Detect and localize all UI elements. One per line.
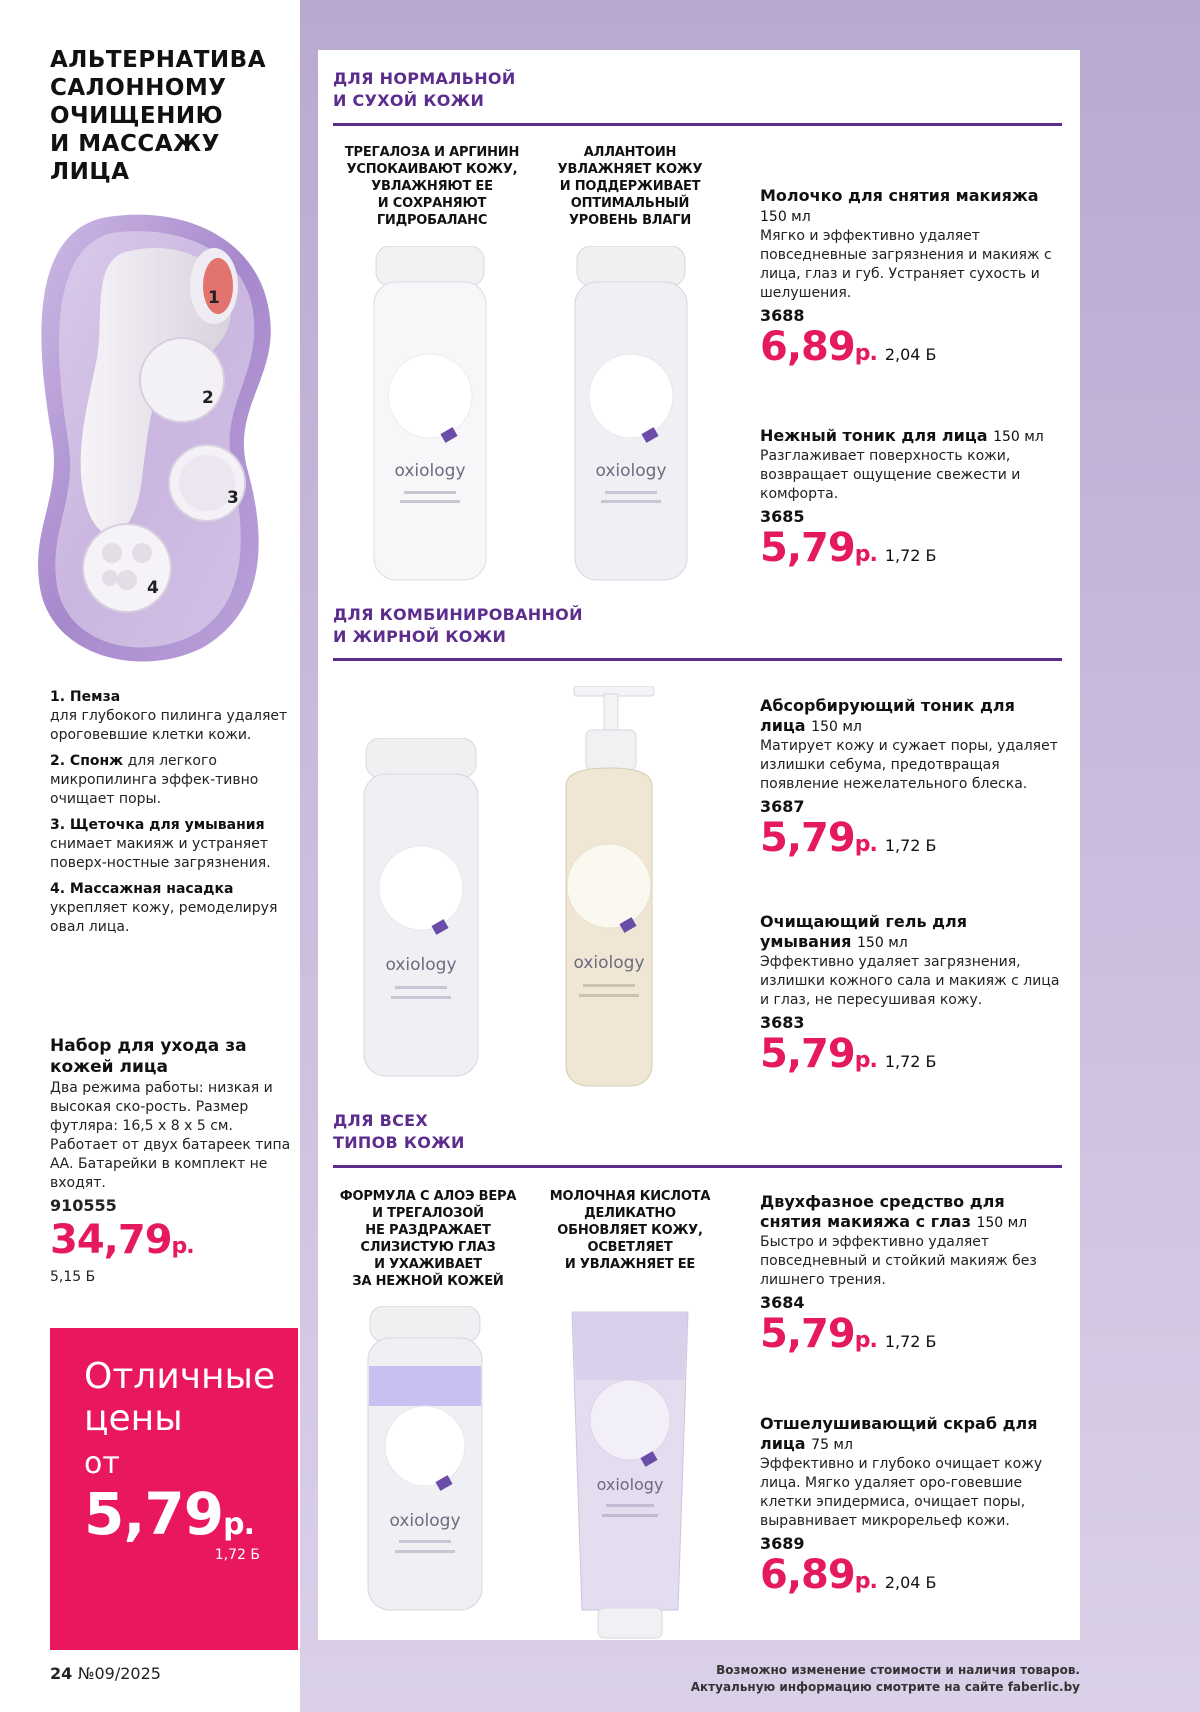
currency: р.	[223, 1507, 254, 1542]
brand-label: oxiology	[389, 1511, 461, 1531]
product-price	[760, 526, 1060, 578]
footer-disclaimer	[640, 1662, 1080, 1696]
product-name: Нежный тоник для лица	[760, 426, 988, 445]
product-name: Отшелушивающий скраб для лица	[760, 1414, 1038, 1453]
product-volume: 75 мл	[811, 1437, 853, 1453]
feature-title: 1. Пемза	[50, 689, 121, 705]
feature-item	[50, 688, 295, 745]
product-points: 2,04 Б	[884, 345, 937, 364]
title-line: ОЧИЩЕНИЮ	[50, 103, 224, 129]
feature-title: 4. Массажная насадка	[50, 881, 234, 897]
note-line: ТРЕГАЛОЗА И АРГИНИН	[344, 145, 520, 160]
device-set-offer	[50, 1036, 300, 1287]
product-name: Молочко для снятия макияжа	[760, 186, 1039, 205]
feature-item	[50, 880, 295, 937]
brand-label: oxiology	[573, 953, 645, 973]
section-divider	[333, 1165, 1062, 1168]
currency: р.	[171, 1234, 194, 1259]
page-number-value: 24	[50, 1664, 73, 1683]
note-line: И УВЛАЖНЯЕТ ЕЕ	[564, 1257, 696, 1272]
note-line: И СОХРАНЯЮТ	[377, 196, 487, 211]
product-price	[760, 325, 1060, 377]
promo-from: от	[84, 1446, 120, 1481]
section-heading-line: И СУХОЙ КОЖИ	[333, 91, 485, 110]
product-name: Абсорбирующий тоник для лица	[760, 696, 1015, 735]
product-points: 2,04 Б	[884, 1573, 937, 1592]
set-points: 5,15 Б	[50, 1269, 96, 1285]
feature-item	[50, 816, 295, 873]
note-line: ОСВЕТЛЯЕТ	[587, 1240, 673, 1255]
section-heading-line: ДЛЯ НОРМАЛЬНОЙ	[333, 69, 516, 88]
price-value: 5,79	[84, 1480, 224, 1548]
device-features	[50, 688, 295, 944]
device-number: 4	[147, 578, 159, 598]
currency: р.	[854, 1328, 877, 1353]
section-heading-all-types	[333, 1110, 465, 1154]
section-divider	[333, 658, 1062, 661]
title-line: И МАССАЖУ ЛИЦА	[50, 131, 220, 185]
promo-points: 1,72 Б	[214, 1547, 260, 1563]
cleansing-device-image	[32, 208, 292, 668]
product-price	[760, 1032, 1060, 1084]
ingredient-note	[332, 144, 532, 229]
issue-number: №09/2025	[77, 1664, 161, 1683]
note-line: ЗА НЕЖНОЙ КОЖЕЙ	[352, 1274, 504, 1289]
left-column	[0, 0, 300, 1712]
product-description: Быстро и эффективно удаляет повседневный и стойкий макияж без лишнего трения.	[760, 1234, 1037, 1288]
product-points: 1,72 Б	[884, 1332, 937, 1351]
note-line: ОПТИМАЛЬНЫЙ	[570, 196, 690, 211]
product-points: 1,72 Б	[884, 1052, 937, 1071]
product-code: 3688	[760, 306, 805, 325]
section-heading-line: ДЛЯ ВСЕХ	[333, 1111, 429, 1130]
currency: р.	[854, 1569, 877, 1594]
product-description: Разглаживает поверхность кожи, возвращает ощущение свежести и комфорта.	[760, 448, 1021, 502]
price-value: 5,79	[760, 525, 855, 571]
note-line: УРОВЕНЬ ВЛАГИ	[568, 213, 692, 228]
promo-price	[84, 1480, 298, 1555]
section-divider	[333, 123, 1062, 126]
product-3685	[760, 426, 1060, 578]
product-title	[760, 1192, 1060, 1233]
brand-label: oxiology	[596, 1475, 664, 1494]
product-title	[760, 426, 1060, 447]
section-heading-line: ТИПОВ КОЖИ	[333, 1133, 465, 1152]
product-price	[760, 1312, 1060, 1364]
product-3689	[760, 1414, 1060, 1605]
device-number: 3	[227, 488, 239, 508]
product-title	[760, 186, 1060, 227]
cleansing-gel-bottle-image	[544, 686, 674, 1088]
note-line: ГИДРОБАЛАНС	[376, 213, 488, 228]
product-volume: 150 мл	[976, 1215, 1028, 1231]
feature-text: укрепляет кожу, ремоделируя овал лица.	[50, 900, 278, 935]
page-number	[50, 1664, 161, 1683]
absorbing-tonic-bottle-image	[362, 738, 480, 1078]
brand-label: oxiology	[595, 461, 667, 481]
product-volume: 150 мл	[857, 935, 908, 951]
note-line: УСПОКАИВАЮТ КОЖУ,	[346, 162, 518, 177]
device-illustration	[32, 208, 292, 668]
ingredient-note	[328, 1188, 528, 1290]
note-line: МОЛОЧНАЯ КИСЛОТА	[549, 1189, 711, 1204]
title-line: АЛЬТЕРНАТИВА	[50, 47, 267, 73]
set-code: 910555	[50, 1196, 117, 1215]
product-code: 3684	[760, 1293, 805, 1312]
product-volume: 150 мл	[993, 429, 1044, 445]
section-heading-normal-dry	[333, 68, 516, 112]
product-code: 3685	[760, 507, 805, 526]
product-name: Очищающий гель для умывания	[760, 912, 968, 951]
ingredient-note	[540, 1188, 720, 1273]
left-title	[50, 46, 300, 186]
scrub-tube-image	[570, 1310, 690, 1640]
price-value: 6,89	[760, 324, 855, 370]
device-number: 2	[202, 388, 214, 408]
note-line: ФОРМУЛА С АЛОЭ ВЕРА	[339, 1189, 517, 1204]
title-line: САЛОННОМУ	[50, 75, 227, 101]
note-line: И ТРЕГАЛОЗОЙ	[372, 1206, 484, 1221]
note-line: УВЛАЖНЯЮТ ЕЕ	[371, 179, 493, 194]
brand-label: oxiology	[394, 461, 466, 481]
currency: р.	[854, 832, 877, 857]
footer-line: Актуальную информацию смотрите на сайте faberlic.by	[690, 1680, 1080, 1694]
set-description: Два режима работы: низкая и высокая ско-рость. Размер футляра: 16,5 х 8 х 5 см. Работает от двух батареек типа АА. Батарейки в комплект не входят.	[50, 1080, 291, 1191]
product-description: Мягко и эффективно удаляет повседневные загрязнения и макияж с лица, глаз и губ. Устраняет сухость и шелушения.	[760, 228, 1052, 301]
price-value: 34,79	[50, 1217, 172, 1263]
product-volume: 150 мл	[760, 209, 811, 225]
promo-line: Отличные	[84, 1356, 276, 1397]
product-points: 1,72 Б	[884, 546, 937, 565]
price-value: 6,89	[760, 1552, 855, 1598]
note-line: АЛЛАНТОИН	[583, 145, 677, 160]
note-line: ОБНОВЛЯЕТ КОЖУ,	[557, 1223, 703, 1238]
promo-line: цены	[84, 1398, 183, 1439]
product-title	[760, 1414, 1060, 1455]
product-3688	[760, 186, 1060, 377]
feature-item	[50, 752, 295, 809]
price-value: 5,79	[760, 1031, 855, 1077]
note-line: И УХАЖИВАЕТ	[374, 1257, 482, 1272]
price-value: 5,79	[760, 815, 855, 861]
note-line: И ПОДДЕРЖИВАЕТ	[559, 179, 701, 194]
product-title	[760, 912, 1060, 953]
product-description: Эффективно удаляет загрязнения, излишки кожного сала и макияж с лица и глаз, не пересушивая кожу.	[760, 954, 1060, 1008]
product-code: 3683	[760, 1013, 805, 1032]
ingredient-note	[540, 144, 720, 229]
product-3684	[760, 1192, 1060, 1364]
note-line: ДЕЛИКАТНО	[584, 1206, 676, 1221]
gentle-tonic-bottle-image	[573, 246, 689, 582]
footer-line: Возможно изменение стоимости и наличия товаров.	[716, 1663, 1080, 1677]
biphase-remover-bottle-image	[366, 1306, 484, 1612]
product-title	[760, 696, 1060, 737]
currency: р.	[854, 341, 877, 366]
section-heading-line: И ЖИРНОЙ КОЖИ	[333, 627, 507, 646]
product-volume: 150 мл	[811, 719, 862, 735]
brand-label: oxiology	[385, 955, 457, 975]
promo-banner	[50, 1328, 298, 1650]
feature-text: снимает макияж и устраняет поверх-ностные загрязнения.	[50, 836, 271, 871]
currency: р.	[854, 1048, 877, 1073]
feature-title: 3. Щеточка для умывания	[50, 817, 265, 833]
product-description: Матирует кожу и сужает поры, удаляет излишки себума, предотвращая появление нежелательного блеска.	[760, 738, 1058, 792]
product-price	[760, 1553, 1060, 1605]
product-description: Эффективно и глубоко очищает кожу лица. Мягко удаляет оро-говевшие клетки эпидермиса, очищает поры, выравнивает микрорельеф кожи.	[760, 1456, 1043, 1529]
set-title: Набор для ухода за кожей лица	[50, 1036, 247, 1077]
feature-title: 2. Спонж	[50, 753, 124, 769]
product-3687	[760, 696, 1060, 868]
device-number: 1	[208, 288, 220, 308]
milk-bottle-image	[372, 246, 488, 582]
product-code: 3689	[760, 1534, 805, 1553]
note-line: НЕ РАЗДРАЖАЕТ	[365, 1223, 491, 1238]
feature-text: для легкого микропилинга эффек-тивно очищает поры.	[50, 753, 259, 807]
feature-text: для глубокого пилинга удаляет ороговевшие клетки кожи.	[50, 708, 288, 743]
currency: р.	[854, 542, 877, 567]
product-points: 1,72 Б	[884, 836, 937, 855]
section-heading-line: ДЛЯ КОМБИНИРОВАННОЙ	[333, 605, 583, 624]
price-value: 5,79	[760, 1311, 855, 1357]
section-heading-combination-oily	[333, 604, 583, 648]
product-code: 3687	[760, 797, 805, 816]
set-price	[50, 1217, 300, 1270]
product-name: Двухфазное средство для снятия макияжа с глаз	[760, 1192, 1005, 1231]
note-line: УВЛАЖНЯЕТ КОЖУ	[557, 162, 703, 177]
product-3683	[760, 912, 1060, 1084]
product-price	[760, 816, 1060, 868]
note-line: СЛИЗИСТУЮ ГЛАЗ	[360, 1240, 496, 1255]
